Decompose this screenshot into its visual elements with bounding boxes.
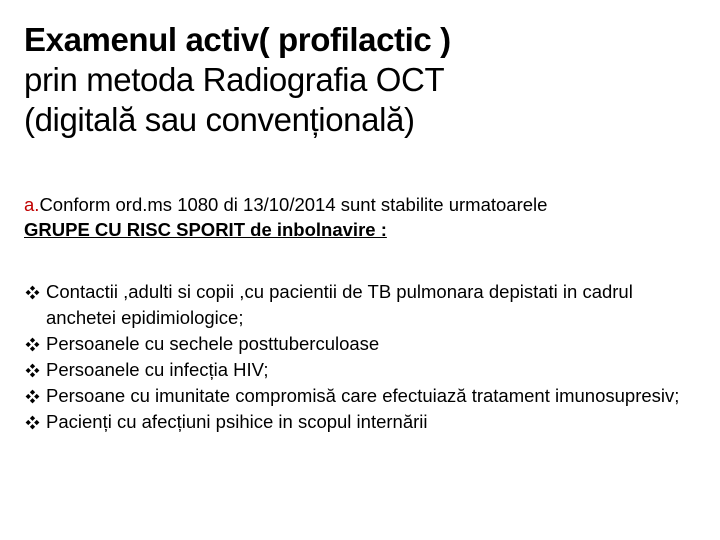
title-line-3: (digitală sau convențională) [24, 101, 415, 138]
bullet-text-1: Contactii ,adulti si copii ,cu pacientii de TB pulmonara depistati in cadrul anchetei epidimiologice; [46, 281, 633, 328]
slide-title [24, 20, 704, 140]
bullet-list [24, 279, 700, 435]
bullet-text-3: Persoanele cu infecția HIV; [46, 359, 269, 380]
diamond-bullet-icon [24, 414, 41, 431]
risk-groups-heading: GRUPE CU RISC SPORIT de inbolnavire : [24, 219, 387, 240]
diamond-bullet-icon [24, 362, 41, 379]
intro-paragraph [24, 192, 704, 242]
diamond-bullet-icon [24, 284, 41, 301]
bullet-item-3 [24, 357, 700, 383]
bullet-item-4 [24, 383, 700, 409]
bullet-item-1 [24, 279, 700, 331]
bullet-text-2: Persoanele cu sechele posttuberculoase [46, 333, 380, 354]
bullet-item-5 [24, 409, 700, 435]
bullet-item-2 [24, 331, 700, 357]
diamond-bullet-icon [24, 336, 41, 353]
intro-line [24, 192, 704, 217]
title-line-2: prin metoda Radiografia OCT [24, 61, 445, 98]
title-line-1: Examenul activ( profilactic ) [24, 21, 451, 58]
diamond-bullet-icon [24, 388, 41, 405]
intro-text: Conform ord.ms 1080 di 13/10/2014 sunt stabilite urmatoarele [39, 194, 548, 215]
bullet-text-5: Pacienți cu afecțiuni psihice in scopul internării [46, 411, 428, 432]
intro-prefix: a. [24, 194, 40, 215]
bullet-text-4: Persoane cu imunitate compromisă care efectuiază tratament imunosupresiv; [46, 385, 680, 406]
